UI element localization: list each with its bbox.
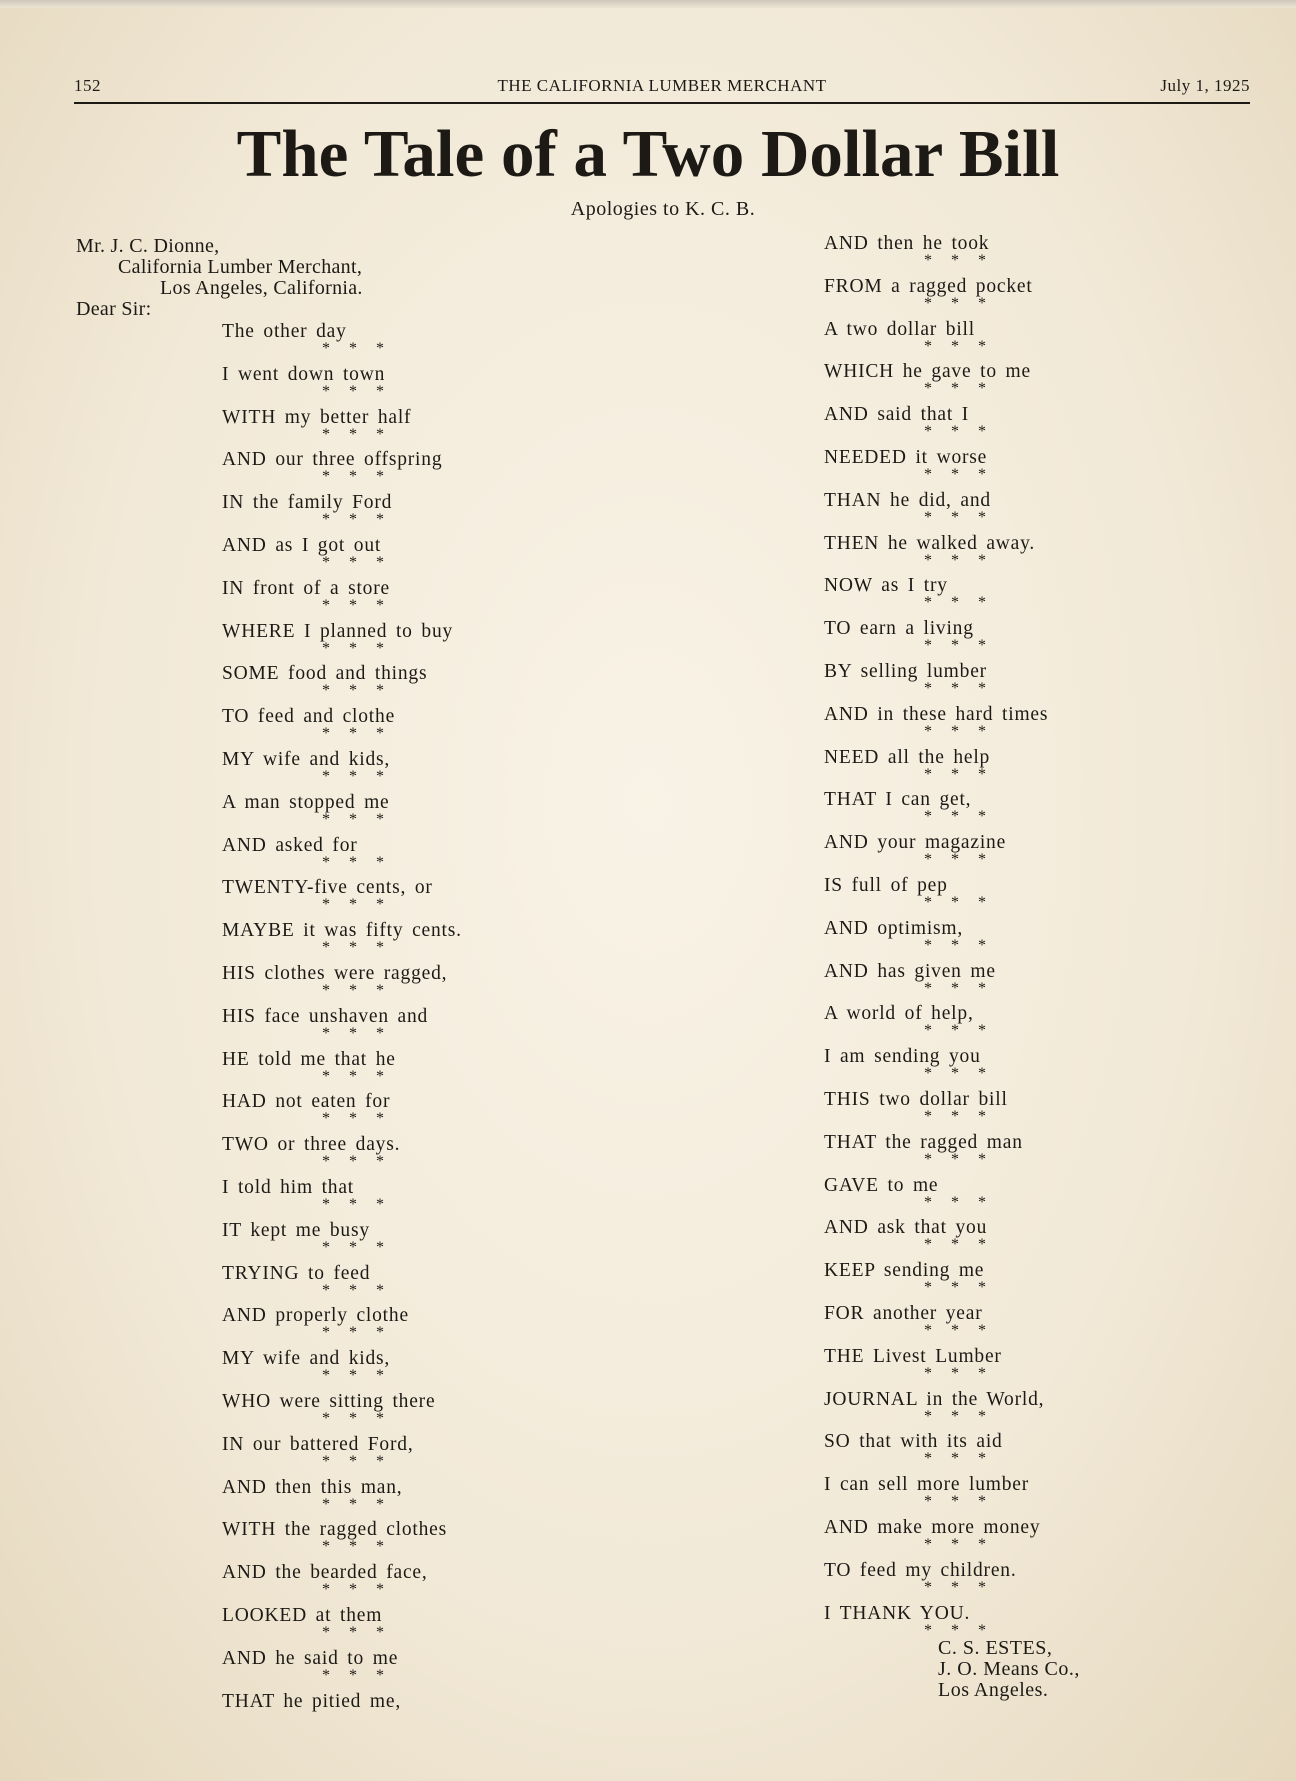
verse-line: I THANK YOU. — [824, 1602, 971, 1624]
verse-line: MY wife and kids, — [222, 748, 391, 770]
verse-line: JOURNAL in the World, — [824, 1388, 1045, 1410]
verse-line: The other day — [222, 321, 347, 342]
verse-line: FROM a ragged pocket — [824, 275, 1033, 297]
asterism-separator: * * * — [924, 1535, 992, 1553]
verse-line: THAT I can get, — [824, 789, 972, 811]
verse-line: AND the bearded face, — [222, 1562, 428, 1584]
asterism-separator: * * * — [924, 1450, 992, 1468]
verse-line: AND ask that you — [824, 1217, 988, 1239]
verse-line: WHERE I planned to buy — [222, 620, 454, 642]
verse-line: THE Livest Lumber — [824, 1345, 1002, 1367]
asterism-separator: * * * — [322, 1324, 390, 1342]
verse-line: TO feed and clothe — [222, 706, 396, 728]
verse-line: HIS face unshaven and — [222, 1005, 429, 1027]
verse-line: TO earn a living — [824, 618, 974, 640]
verse-line: AND make more money — [824, 1516, 1041, 1538]
asterism-separator: * * * — [322, 939, 390, 957]
verse-line: I told him that — [222, 1176, 355, 1198]
verse-line: TWO or three days. — [222, 1134, 401, 1156]
verse-line: I can sell more lumber — [824, 1474, 1030, 1496]
verse-line: AND our three offspring — [222, 449, 443, 471]
asterism-separator: * * * — [322, 1452, 390, 1470]
asterism-separator: * * * — [924, 936, 992, 954]
asterism-separator: * * * — [924, 1621, 992, 1639]
asterism-separator: * * * — [924, 465, 992, 483]
asterism-separator: * * * — [322, 1110, 390, 1128]
verse-line: AND then this man, — [222, 1476, 403, 1498]
asterism-separator: * * * — [322, 1666, 390, 1684]
verse-line: I am sending you — [824, 1046, 981, 1068]
verse-line: TO feed my children. — [824, 1559, 1017, 1581]
asterism-separator: * * * — [924, 1279, 992, 1297]
asterism-separator: * * * — [322, 1238, 390, 1256]
asterism-separator: * * * — [924, 551, 992, 569]
address-line-city: Los Angeles, California. — [160, 277, 363, 299]
asterism-separator: * * * — [924, 765, 992, 783]
asterism-separator: * * * — [322, 1409, 390, 1427]
article-subtitle: Apologies to K. C. B. — [570, 198, 756, 220]
verse-line: THAT the ragged man — [824, 1131, 1023, 1153]
asterism-separator: * * * — [924, 1107, 992, 1125]
verse-line: WITH the ragged clothes — [222, 1519, 448, 1541]
verse-column-right — [824, 234, 1048, 1646]
verse-line: GAVE to me — [824, 1174, 939, 1196]
verse-line: A two dollar bill — [824, 318, 975, 340]
salutation: Dear Sir: — [76, 298, 152, 320]
asterism-separator: * * * — [924, 1493, 992, 1511]
verse-line: SOME food and things — [222, 663, 428, 685]
asterism-separator: * * * — [322, 1153, 390, 1171]
asterism-separator: * * * — [924, 1150, 992, 1168]
asterism-separator: * * * — [322, 596, 390, 614]
address-line-publication: California Lumber Merchant, — [118, 256, 363, 278]
asterism-separator: * * * — [322, 468, 390, 486]
asterism-separator: * * * — [924, 1236, 992, 1254]
asterism-separator: * * * — [924, 1065, 992, 1083]
asterism-separator: * * * — [322, 767, 390, 785]
verse-line: NOW as I try — [824, 575, 948, 597]
verse-line: AND asked for — [222, 834, 358, 856]
verse-line: I went down town — [222, 363, 386, 385]
asterism-separator: * * * — [322, 425, 390, 443]
verse-line: IN our battered Ford, — [222, 1433, 414, 1455]
issue-date: July 1, 1925 — [1160, 76, 1250, 95]
asterism-separator: * * * — [924, 893, 992, 911]
verse-line: AND has given me — [824, 960, 996, 982]
asterism-separator: * * * — [924, 337, 992, 355]
asterism-separator: * * * — [322, 511, 390, 529]
verse-line: AND said that I — [824, 404, 970, 426]
asterism-separator: * * * — [924, 1022, 992, 1040]
verse-line: AND your magazine — [824, 832, 1007, 854]
asterism-separator: * * * — [924, 423, 992, 441]
asterism-separator: * * * — [322, 682, 390, 700]
verse-line: IS full of pep — [824, 874, 948, 896]
asterism-separator: * * * — [322, 1281, 390, 1299]
verse-line: TRYING to feed — [222, 1262, 371, 1284]
verse-line: SO that with its aid — [824, 1431, 1003, 1453]
verse-line: A man stopped me — [222, 791, 390, 813]
verse-line: HE told me that he — [222, 1048, 396, 1070]
letter-address — [76, 236, 363, 320]
asterism-separator: * * * — [924, 380, 992, 398]
asterism-separator: * * * — [924, 1578, 992, 1596]
asterism-separator: * * * — [924, 1364, 992, 1382]
verse-line: AND as I got out — [222, 534, 382, 556]
header-rule — [74, 102, 1250, 104]
asterism-separator: * * * — [322, 810, 390, 828]
asterism-separator: * * * — [322, 981, 390, 999]
asterism-separator: * * * — [322, 553, 390, 571]
asterism-separator: * * * — [924, 252, 992, 269]
asterism-separator: * * * — [322, 639, 390, 657]
verse-line: HAD not eaten for — [222, 1091, 391, 1113]
asterism-separator: * * * — [322, 340, 390, 357]
verse-line: IT kept me busy — [222, 1219, 370, 1241]
verse-line: MAYBE it was fifty cents. — [222, 920, 462, 942]
asterism-separator: * * * — [322, 725, 390, 743]
verse-line: KEEP sending me — [824, 1260, 985, 1282]
asterism-separator: * * * — [924, 508, 992, 526]
verse-line: AND optimism, — [824, 917, 964, 939]
verse-line: THAT he pitied me, — [222, 1690, 402, 1712]
verse-line: WITH my better half — [222, 406, 412, 428]
asterism-separator: * * * — [924, 1193, 992, 1211]
asterism-separator: * * * — [322, 1067, 390, 1085]
asterism-separator: * * * — [924, 594, 992, 612]
signature-city: Los Angeles. — [938, 1679, 1049, 1701]
signature-company: J. O. Means Co., — [938, 1658, 1080, 1680]
asterism-separator: * * * — [322, 896, 390, 914]
asterism-separator: * * * — [322, 1195, 390, 1213]
asterism-separator: * * * — [924, 979, 992, 997]
verse-line: LOOKED at them — [222, 1604, 383, 1626]
verse-line: THIS two dollar bill — [824, 1088, 1008, 1110]
asterism-separator: * * * — [924, 679, 992, 697]
asterism-separator: * * * — [322, 1581, 390, 1599]
verse-line: FOR another year — [824, 1302, 983, 1324]
asterism-separator: * * * — [322, 1367, 390, 1385]
verse-line: AND in these hard times — [824, 703, 1049, 725]
verse-line: IN front of a store — [222, 577, 390, 599]
journal-name: THE CALIFORNIA LUMBER MERCHANT — [497, 76, 827, 95]
verse-line: NEEDED it worse — [824, 446, 988, 468]
asterism-separator: * * * — [924, 1321, 992, 1339]
asterism-separator: * * * — [924, 1407, 992, 1425]
verse-line: WHO were sitting there — [222, 1390, 436, 1412]
asterism-separator: * * * — [924, 722, 992, 740]
asterism-separator: * * * — [322, 382, 390, 400]
verse-line: IN the family Ford — [222, 492, 393, 514]
signature-name: C. S. ESTES, — [938, 1637, 1053, 1659]
verse-line: WHICH he gave to me — [824, 361, 1031, 383]
asterism-separator: * * * — [322, 1495, 390, 1513]
article-title: The Tale of a Two Dollar Bill — [236, 117, 1060, 191]
verse-line: AND he said to me — [222, 1647, 399, 1669]
page-top-edge — [0, 0, 1296, 8]
address-line-name: Mr. J. C. Dionne, — [76, 235, 220, 257]
verse-line: TWENTY-five cents, or — [222, 877, 433, 899]
verse-column-left — [222, 322, 462, 1712]
signature-block — [938, 1638, 1080, 1701]
running-header — [74, 76, 1250, 102]
verse-line: HIS clothes were ragged, — [222, 962, 448, 984]
verse-line: THEN he walked away. — [824, 532, 1036, 554]
verse-line: THAN he did, and — [824, 489, 991, 511]
verse-line: AND then he took — [824, 233, 990, 254]
verse-line: BY selling lumber — [824, 660, 987, 682]
asterism-separator: * * * — [924, 294, 992, 312]
verse-line: MY wife and kids, — [222, 1348, 391, 1370]
page-number: 152 — [74, 76, 101, 95]
asterism-separator: * * * — [924, 808, 992, 826]
asterism-separator: * * * — [322, 1024, 390, 1042]
verse-line: AND properly clothe — [222, 1305, 409, 1327]
asterism-separator: * * * — [322, 853, 390, 871]
verse-line: A world of help, — [824, 1003, 974, 1025]
asterism-separator: * * * — [924, 637, 992, 655]
verse-line: NEED all the help — [824, 746, 991, 768]
asterism-separator: * * * — [322, 1538, 390, 1556]
asterism-separator: * * * — [322, 1623, 390, 1641]
asterism-separator: * * * — [924, 851, 992, 869]
